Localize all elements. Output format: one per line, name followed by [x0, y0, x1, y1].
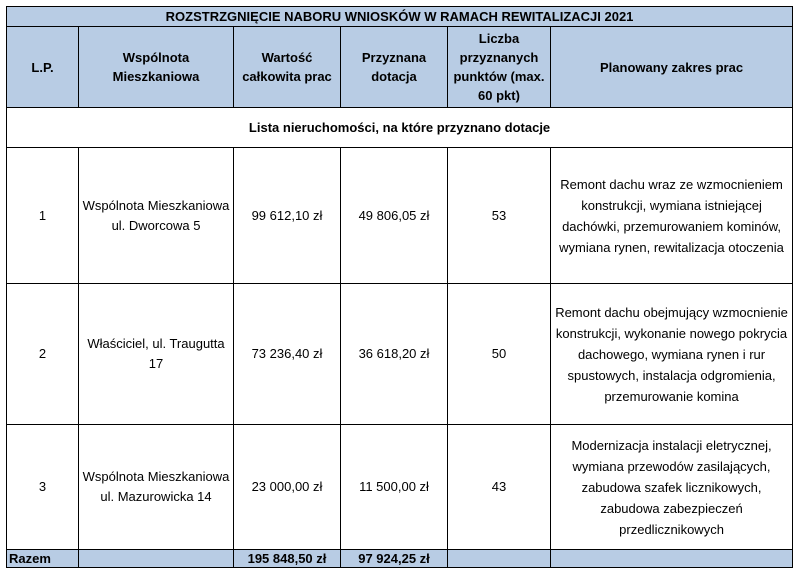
cell-points: 53 [448, 148, 551, 284]
table-title: ROZSTRZGNIĘCIE NABORU WNIOSKÓW W RAMACH REWITALIZACJI 2021 [7, 7, 793, 27]
col-header-lp: L.P. [7, 27, 79, 108]
totals-label: Razem [7, 550, 79, 568]
totals-row [7, 550, 793, 568]
table-row [7, 284, 793, 425]
cell-granted: 11 500,00 zł [341, 425, 448, 550]
col-header-scope: Planowany zakres prac [551, 27, 793, 108]
col-header-granted: Przyznana dotacja [341, 27, 448, 108]
cell-lp: 3 [7, 425, 79, 550]
totals-granted: 97 924,25 zł [341, 550, 448, 568]
totals-empty-cell [551, 550, 793, 568]
cell-total-value: 99 612,10 zł [234, 148, 341, 284]
cell-community: Właściciel, ul. Traugutta 17 [79, 284, 234, 425]
table-row [7, 148, 793, 284]
cell-scope: Remont dachu wraz ze wzmocnieniem konstrukcji, wymiana istniejącej dachówki, przemurowaniem kominów, wymiana rynen, rewitalizacja otoczenia [551, 148, 793, 284]
col-header-points: Liczba przyznanych punktów (max. 60 pkt) [448, 27, 551, 108]
cell-points: 43 [448, 425, 551, 550]
cell-community: Wspólnota Mieszkaniowa ul. Mazurowicka 14 [79, 425, 234, 550]
table-row [7, 425, 793, 550]
cell-lp: 2 [7, 284, 79, 425]
cell-granted: 49 806,05 zł [341, 148, 448, 284]
cell-lp: 1 [7, 148, 79, 284]
col-header-community: Wspólnota Mieszkaniowa [79, 27, 234, 108]
totals-total-value: 195 848,50 zł [234, 550, 341, 568]
cell-total-value: 73 236,40 zł [234, 284, 341, 425]
col-header-total-value: Wartość całkowita prac [234, 27, 341, 108]
cell-total-value: 23 000,00 zł [234, 425, 341, 550]
grants-table [6, 6, 793, 568]
totals-empty-cell [79, 550, 234, 568]
totals-empty-cell [448, 550, 551, 568]
cell-granted: 36 618,20 zł [341, 284, 448, 425]
header-row [7, 27, 793, 108]
cell-scope: Remont dachu obejmujący wzmocnienie konstrukcji, wykonanie nowego pokrycia dachowego, wymiana rynen i rur spustowych, instalacja odgromienia, przemurowanie komina [551, 284, 793, 425]
section-label: Lista nieruchomości, na które przyznano dotacje [7, 108, 793, 148]
cell-points: 50 [448, 284, 551, 425]
cell-scope: Modernizacja instalacji eletrycznej, wymiana przewodów zasilających, zabudowa szafek licznikowych, zabudowa zabezpieczeń przedlicznikowych [551, 425, 793, 550]
cell-community: Wspólnota Mieszkaniowa ul. Dworcowa 5 [79, 148, 234, 284]
